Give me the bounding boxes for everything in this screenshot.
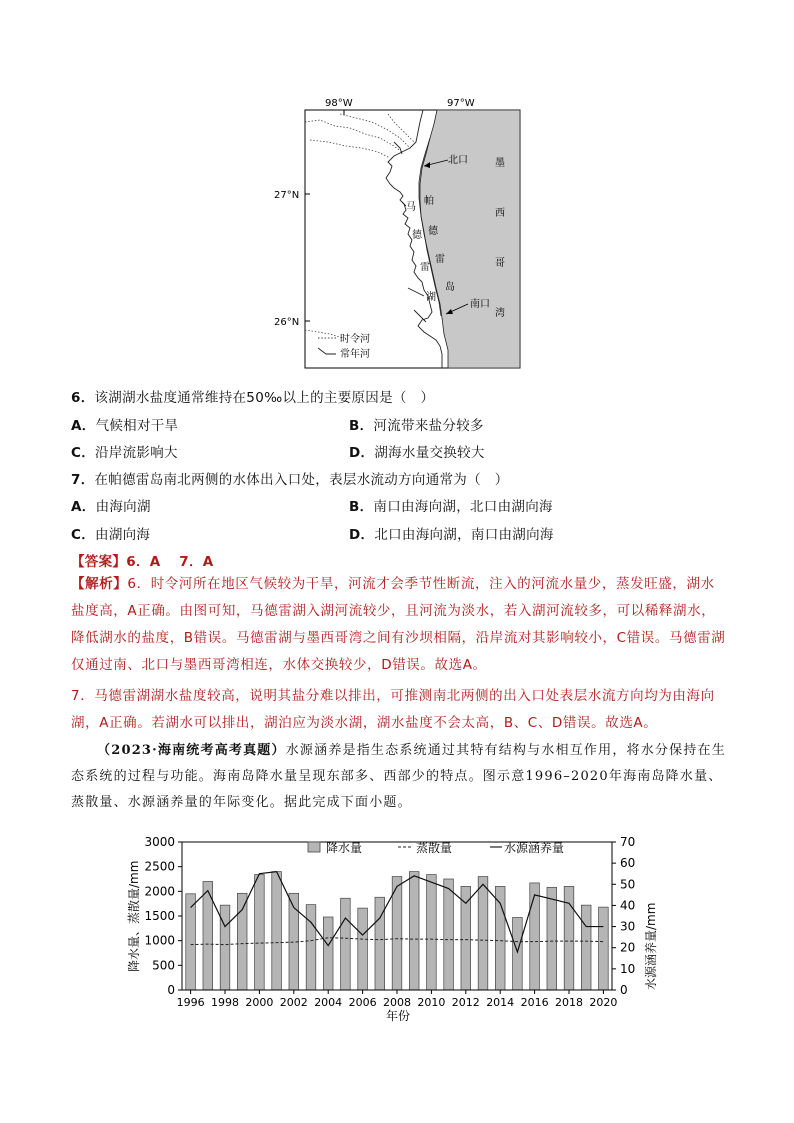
precip-bar-1998: [220, 905, 230, 990]
y-right-tick-0: 0: [620, 983, 628, 997]
x-tick-2004: 2004: [314, 996, 343, 1009]
island-label-char-2: 德: [428, 226, 438, 237]
precip-bar-2020: [599, 907, 609, 990]
q6-text: 该湖湖水盐度通常维持在50‰以上的主要原因是（ ）: [94, 390, 435, 406]
q7-b-text: 南口由海向湖，北口由湖向海: [373, 499, 553, 515]
q7-d-text: 北口由海向湖，南口由湖向海: [374, 527, 554, 543]
q7-a-text: 由海向湖: [95, 499, 151, 515]
q6-option-d: [349, 441, 485, 461]
x-tick-1996: 1996: [176, 996, 205, 1009]
legend-perennial-river: 常年河: [340, 349, 370, 360]
y-left-tick-0: 0: [167, 983, 175, 997]
q6-b-text: 河流带来盐分较多: [373, 418, 484, 434]
q7-option-a: [71, 495, 151, 515]
q7-option-d: [349, 523, 554, 543]
analysis-q7: [71, 683, 726, 737]
analysis-label: 【解析】: [71, 576, 128, 592]
x-tick-2020: 2020: [589, 996, 618, 1009]
precip-bar-1996: [186, 894, 196, 990]
x-axis-label: 年份: [386, 1009, 411, 1023]
x-tick-2000: 2000: [245, 996, 274, 1009]
intro-passage: [71, 738, 726, 816]
y-left-tick-2000: 2000: [144, 884, 175, 899]
y-right-tick-30: 30: [620, 919, 636, 934]
chart-svg: [120, 830, 660, 1030]
y-left-tick-2500: 2500: [144, 859, 175, 874]
q7-option-c: [71, 523, 150, 543]
lon-label-98w: 98°W: [325, 98, 353, 109]
q6-option-c: [71, 441, 178, 461]
q6-stem: [71, 386, 434, 406]
north-inlet-label: 北口: [448, 155, 468, 166]
intro-source: （2023·海南统考高考真题）: [97, 743, 286, 758]
legend-seasonal-river: 时令河: [340, 334, 370, 345]
q6-option-b: [349, 414, 484, 434]
q7-stem: [71, 468, 509, 488]
y-left-tick-1500: 1500: [144, 909, 175, 923]
precip-bar-2010: [427, 875, 437, 990]
map-figure: [274, 92, 530, 374]
y-left-tick-1000: 1000: [144, 933, 175, 948]
x-tick-1998: 1998: [211, 996, 239, 1009]
x-tick-2018: 2018: [555, 996, 583, 1009]
legend-evap-label: 蒸散量: [416, 841, 453, 855]
q6-a-key: A．: [71, 418, 96, 434]
y-left-tick-500: 500: [152, 958, 175, 973]
answer-text: 6．A 7．A: [126, 554, 214, 570]
precip-bar-2016: [530, 883, 540, 990]
q7-c-text: 由湖向海: [95, 527, 151, 543]
analysis-q7-text: 7．马德雷湖湖水盐度较高，说明其盐分难以排出，可推测南北两侧的出入口处表层水流方向均为由海向湖，A正确。若湖水可以排出，湖泊应为淡水湖，湖水盐度不会太高，B、C、D错误。故选A。: [71, 688, 715, 731]
x-tick-2014: 2014: [486, 996, 515, 1009]
x-tick-2010: 2010: [417, 996, 446, 1009]
lagoon-label-char-2: 德: [412, 230, 422, 241]
q7-b-key: B．: [349, 499, 374, 515]
gulf-label-char-2: 西: [495, 208, 505, 219]
y-left-tick-3000: 3000: [144, 835, 175, 849]
precip-bar-2013: [478, 877, 488, 990]
answer-label: 【答案】: [71, 554, 127, 570]
precip-bar-2011: [444, 879, 454, 990]
q6-option-a: [71, 414, 178, 434]
q6-d-text: 湖海水量交换较大: [374, 445, 485, 461]
precip-bar-2012: [461, 886, 471, 990]
south-inlet-label: 南口: [470, 299, 490, 310]
precip-bar-2014: [495, 886, 505, 990]
island-label-char-3: 雷: [435, 254, 445, 265]
q6-number: 6．: [71, 390, 95, 406]
y-right-tick-60: 60: [620, 856, 636, 871]
chart-figure: [120, 830, 660, 1030]
q7-d-key: D．: [349, 527, 375, 543]
y-axis-left-label: 降水量、蒸散量/mm: [127, 860, 141, 972]
legend-precip-label: 降水量: [326, 841, 363, 855]
y-axis-right-label: 水源涵养量/mm: [644, 902, 658, 990]
map-svg: [274, 92, 530, 374]
precip-bar-2000: [255, 875, 265, 990]
legend-conserv-label: 水源涵养量: [504, 841, 565, 855]
q7-number: 7．: [71, 472, 95, 488]
q7-c-key: C．: [71, 527, 96, 543]
legend-precip-swatch: [308, 842, 320, 852]
q6-c-text: 沿岸流影响大: [95, 445, 178, 461]
lat-label-27n: 27°N: [274, 190, 300, 201]
precip-bar-2003: [306, 905, 316, 990]
gulf-label-char-3: 哥: [495, 258, 505, 269]
y-right-tick-70: 70: [620, 835, 636, 849]
lagoon-label-char-4: 湖: [426, 292, 436, 303]
lat-label-26n: 26°N: [274, 317, 300, 328]
x-tick-2006: 2006: [348, 996, 377, 1009]
lon-label-97w: 97°W: [447, 98, 475, 109]
precip-bar-2009: [409, 872, 419, 990]
q7-a-key: A．: [71, 499, 96, 515]
q6-c-key: C．: [71, 445, 96, 461]
intro-text: 水源涵养是指生态系统通过其特有结构与水相互作用，将水分保持在生态系统的过程与功能。海南岛降水量呈现东部多、西部少的特点。图示意1996–2020年海南岛降水量、蒸散量、水源涵养量的年际变化。据此完成下面小题。: [71, 743, 726, 810]
precip-bar-1999: [237, 893, 247, 990]
island-label-char-4: 岛: [445, 282, 455, 293]
lagoon-label-char-1: 马: [406, 202, 416, 213]
x-tick-2012: 2012: [451, 996, 480, 1009]
island-label-char-1: 帕: [424, 196, 434, 207]
q6-a-text: 气候相对干旱: [95, 418, 179, 434]
q6-b-key: B．: [349, 418, 374, 434]
precip-bar-2004: [323, 917, 333, 990]
y-right-tick-10: 10: [620, 961, 636, 976]
x-tick-2008: 2008: [383, 996, 411, 1009]
precip-bar-2005: [341, 898, 351, 990]
precip-bar-2019: [581, 905, 591, 990]
q6-d-key: D．: [349, 445, 375, 461]
y-right-tick-40: 40: [620, 898, 636, 913]
y-right-tick-20: 20: [620, 940, 636, 955]
x-tick-2002: 2002: [279, 996, 308, 1009]
q7-option-b: [349, 495, 553, 515]
analysis-q6: [71, 571, 726, 679]
gulf-label-char-4: 湾: [495, 308, 505, 319]
lagoon-label-char-3: 雷: [420, 262, 430, 273]
gulf-label-char-1: 墨: [495, 158, 505, 169]
q7-text: 在帕德雷岛南北两侧的水体出入口处，表层水流动方向通常为（ ）: [94, 472, 509, 488]
precip-bar-2001: [272, 872, 282, 990]
answer-line: [71, 550, 214, 570]
y-right-tick-50: 50: [620, 877, 636, 892]
analysis-q6-text: 6．时令河所在地区气候较为干旱，河流才会季节性断流，注入的河流水量少，蒸发旺盛，湖水盐度高，A正确。由图可知，马德雷湖入湖河流较少，且河流为淡水，若入湖河流较多，可以稀释湖水，降低湖水的盐度，B错误。马德雷湖与墨西哥湾之间有沙坝相隔，沿岸流对其影响较小，C错误。马德雷湖仅通过南、北口与墨西哥湾相连，水体交换较少，D错误。故选A。: [71, 576, 726, 673]
x-tick-2016: 2016: [520, 996, 549, 1009]
precip-bar-2006: [358, 908, 368, 990]
precip-bar-2017: [547, 887, 557, 990]
